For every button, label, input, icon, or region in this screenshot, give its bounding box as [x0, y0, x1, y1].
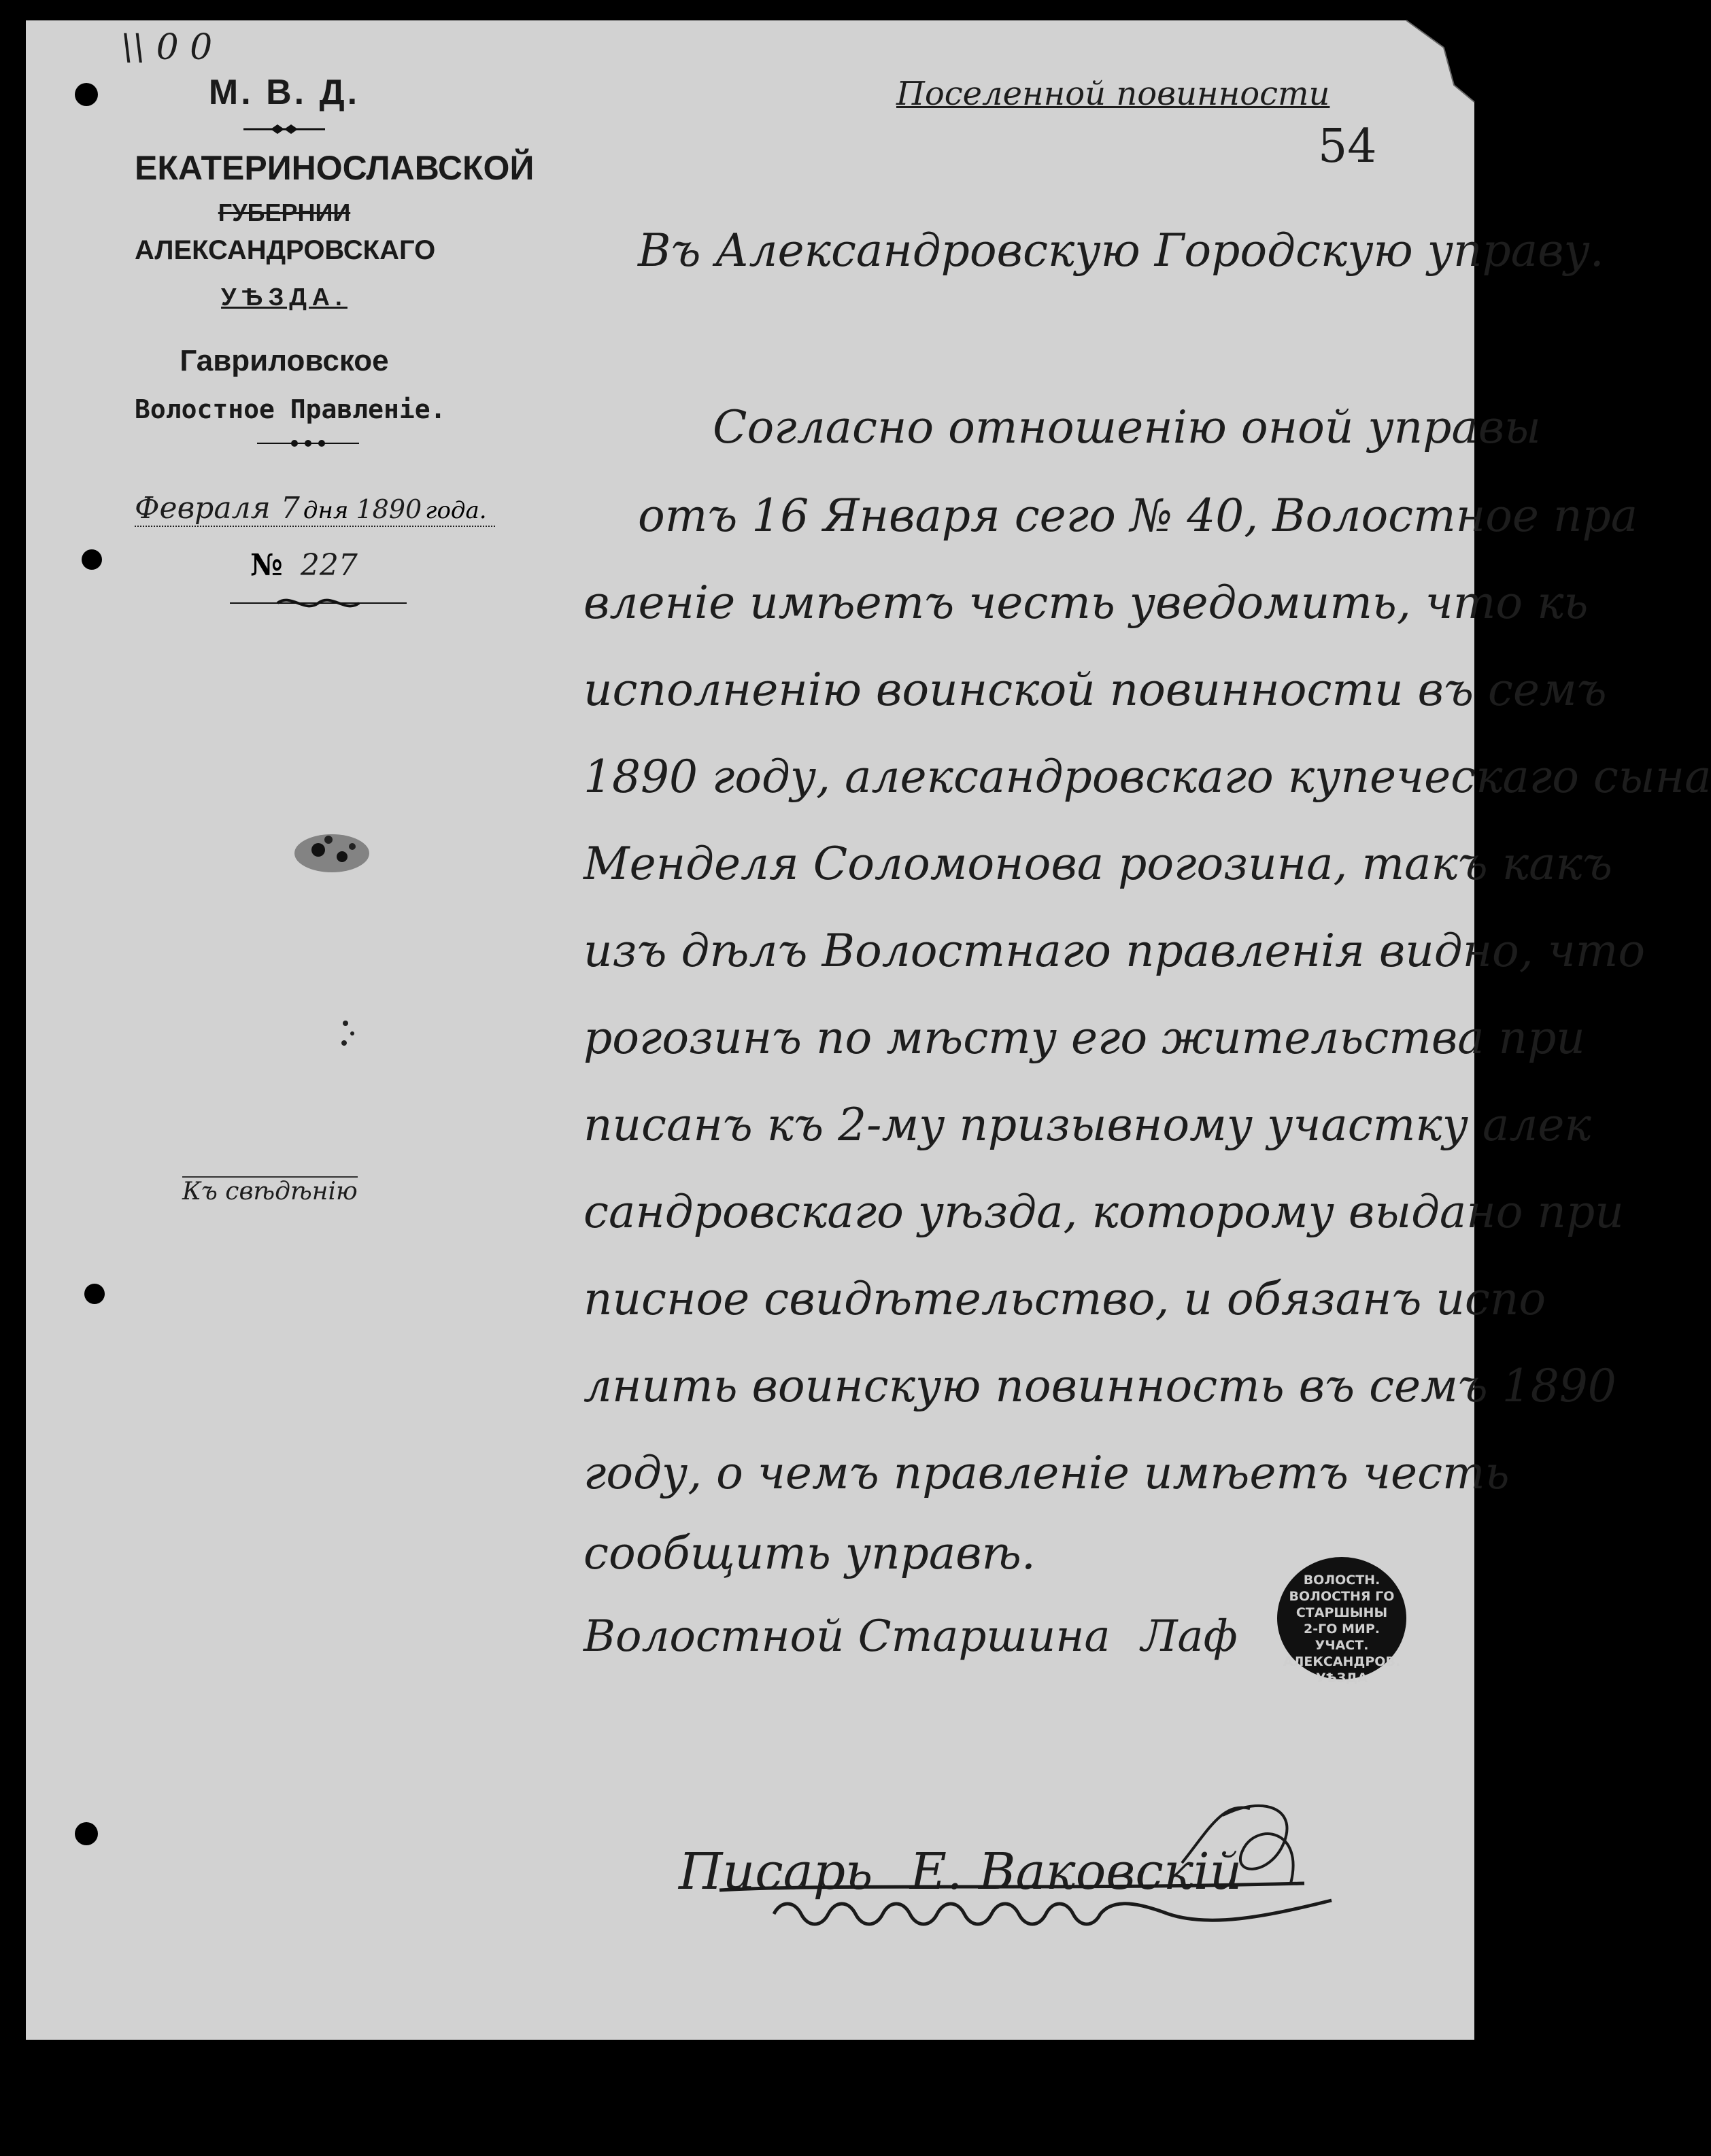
body-line-6: Менделя Соломонова рогозина, такъ какъ	[583, 838, 1612, 890]
date-year-word: года.	[425, 497, 487, 524]
letterhead-province-word: ГУБЕРНИИ	[218, 199, 351, 226]
official-seal	[1277, 1557, 1406, 1686]
addressee: Въ Александровскую Городскую управу.	[638, 224, 1604, 277]
letterhead-ornament-3	[230, 593, 407, 613]
date-day: 7	[280, 491, 300, 526]
closing-name: Лаф	[1141, 1611, 1238, 1662]
letterhead-county: АЛЕКСАНДРОВСКАГО	[135, 235, 436, 265]
body-line-5: 1890 году, александровскаго купеческаго сына	[583, 751, 1711, 803]
letterhead-ornament-1	[243, 122, 325, 136]
clerk-name: Е. Ваковскій	[910, 1843, 1242, 1901]
letterhead-office-name: Гавриловское	[180, 344, 389, 377]
body-line-10: сандровскаго уѣзда, которому выдано при	[583, 1186, 1624, 1238]
letterhead-office-type: Волостное Правленiе.	[135, 394, 446, 424]
signature-flourish	[706, 1788, 1345, 1965]
letterhead-ministry: М. В. Д.	[208, 73, 360, 112]
body-line-13: году, о чемъ правленіе имѣетъ честь	[583, 1447, 1510, 1499]
document-sheet	[26, 20, 1711, 2040]
number-value: 227	[300, 548, 358, 583]
body-line-14: сообщить управѣ.	[583, 1527, 1036, 1579]
folded-corner	[1406, 20, 1474, 102]
punch-hole-lower	[84, 1284, 105, 1304]
ink-smudge	[277, 816, 386, 891]
category-note: Поселенной повинности	[896, 75, 1330, 113]
seal-line-2: ВОЛОСТНЯ ГО	[1289, 1589, 1395, 1604]
seal-line-1: ВОЛОСТН.	[1303, 1573, 1380, 1588]
body-line-12: лнить воинскую повинность въ семъ 1890	[583, 1360, 1616, 1412]
letterhead-number	[250, 548, 358, 583]
punch-hole-middle	[82, 549, 102, 570]
body-line-11: писное свидѣтельство, и обязанъ испо	[583, 1273, 1546, 1325]
seal-line-4: 2-ГО МИР. УЧАСТ.	[1304, 1622, 1380, 1653]
seal-line-3: СТАРШЫНЫ	[1295, 1605, 1388, 1620]
ink-dots	[332, 1013, 366, 1054]
letterhead-county-word: УѢЗДА.	[221, 283, 348, 311]
clerk-title: Писарь	[679, 1843, 873, 1901]
date-month: Февраля	[135, 491, 271, 526]
body-line-9: писанъ къ 2-му призывному участку алек	[583, 1099, 1591, 1151]
letterhead-ornament-2	[257, 437, 359, 450]
body-line-2: отъ 16 Января сего № 40, Волостное пра	[638, 490, 1638, 542]
letterhead-date	[135, 491, 495, 527]
top-left-scribble: \\ 0 0	[121, 27, 213, 68]
margin-note: Къ свѣдѣнію	[182, 1178, 358, 1205]
date-year: 1890	[356, 494, 422, 524]
seal-line-5: АЛЕКСАНДРОВ.	[1283, 1654, 1401, 1669]
number-sign: №	[250, 548, 283, 583]
date-day-word: дня	[303, 497, 349, 524]
letterhead-province: ЕКАТЕРИНОСЛАВСКОЙ	[135, 149, 535, 187]
body-line-8: рогозинъ по мѣсту его жительства при	[583, 1012, 1585, 1064]
seal-line-6: УѢЗДА	[1316, 1671, 1368, 1686]
body-line-4: исполненію воинской повинности въ семъ	[583, 664, 1607, 716]
punch-hole-top	[75, 83, 98, 106]
page-number: 54	[1318, 120, 1377, 173]
closing-position: Волостной Старшина	[583, 1611, 1111, 1662]
body-line-1: Согласно отношенію оной управы	[713, 401, 1541, 454]
body-line-7: изъ дѣлъ Волостнаго правленія видно, что	[583, 925, 1646, 977]
punch-hole-bottom	[75, 1822, 98, 1845]
body-line-3: вленіе имѣетъ честь уведомить, что кь	[583, 577, 1589, 629]
